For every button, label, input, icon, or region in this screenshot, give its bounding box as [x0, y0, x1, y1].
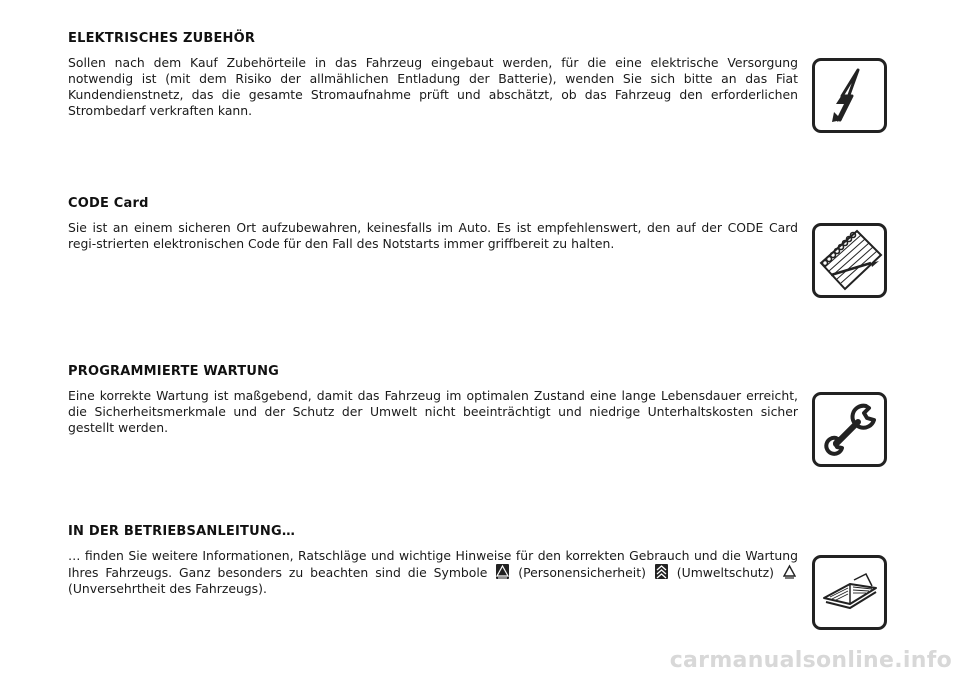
vehicle-integrity-icon [783, 564, 796, 579]
open-book-icon [812, 555, 887, 630]
notebook-pen-icon [812, 223, 887, 298]
person-safety-icon [496, 564, 509, 579]
environment-icon [655, 564, 668, 579]
lightning-icon [812, 58, 887, 133]
wrench-icon [812, 392, 887, 467]
section-heading: IN DER BETRIEBSANLEITUNG… [68, 524, 296, 539]
text-part: (Unversehrtheit des Fahrzeugs). [68, 581, 267, 596]
watermark: carmanualsonline.info [669, 648, 952, 673]
section-text: Eine korrekte Wartung ist maßgebend, damit das Fahrzeug im optimalen Zustand eine lange Lebensdauer erreicht, die Sicherheitsmerkmale und der Schutz der Umwelt nicht beeinträchtigt und niedrige Unterhaltskosten sicher gestellt werden. [68, 388, 798, 435]
section-text: Sie ist an einem sicheren Ort aufzubewahren, keinesfalls im Auto. Es ist empfehlenswert, den auf der CODE Card regi-strierten elektronischen Code für den Fall des Notstarts immer griffbereit zu halten. [68, 220, 798, 251]
section-text [68, 548, 798, 597]
section-heading: ELEKTRISCHES ZUBEHÖR [68, 31, 256, 46]
text-part: (Personensicherheit) [518, 565, 646, 580]
section-heading: PROGRAMMIERTE WARTUNG [68, 364, 280, 379]
section-scheduled-maintenance [68, 364, 798, 436]
text-part: … finden Sie weitere Informationen, Ratschläge und wichtige Hinweise für den korrekten Gebrauch und die Wartung Ihres Fahrzeugs. Ganz besonders zu beachten sind die Symbole [68, 548, 798, 580]
section-electrical-accessories [68, 31, 798, 119]
text-part: (Umweltschutz) [676, 565, 774, 580]
section-owner-handbook [68, 524, 798, 597]
section-code-card [68, 196, 798, 252]
section-heading: CODE Card [68, 196, 149, 211]
section-text: Sollen nach dem Kauf Zubehörteile in das Fahrzeug eingebaut werden, für die eine elektrische Versorgung notwendig ist (mit dem Risiko der allmählichen Entladung der Batterie), wenden Sie sich bitte an das Fiat Kundendienstnetz, das die gesamte Stromaufnahme prüft und abschätzt, ob das Fahrzeug den erforderlichen Strombedarf verkraften kann. [68, 55, 798, 118]
